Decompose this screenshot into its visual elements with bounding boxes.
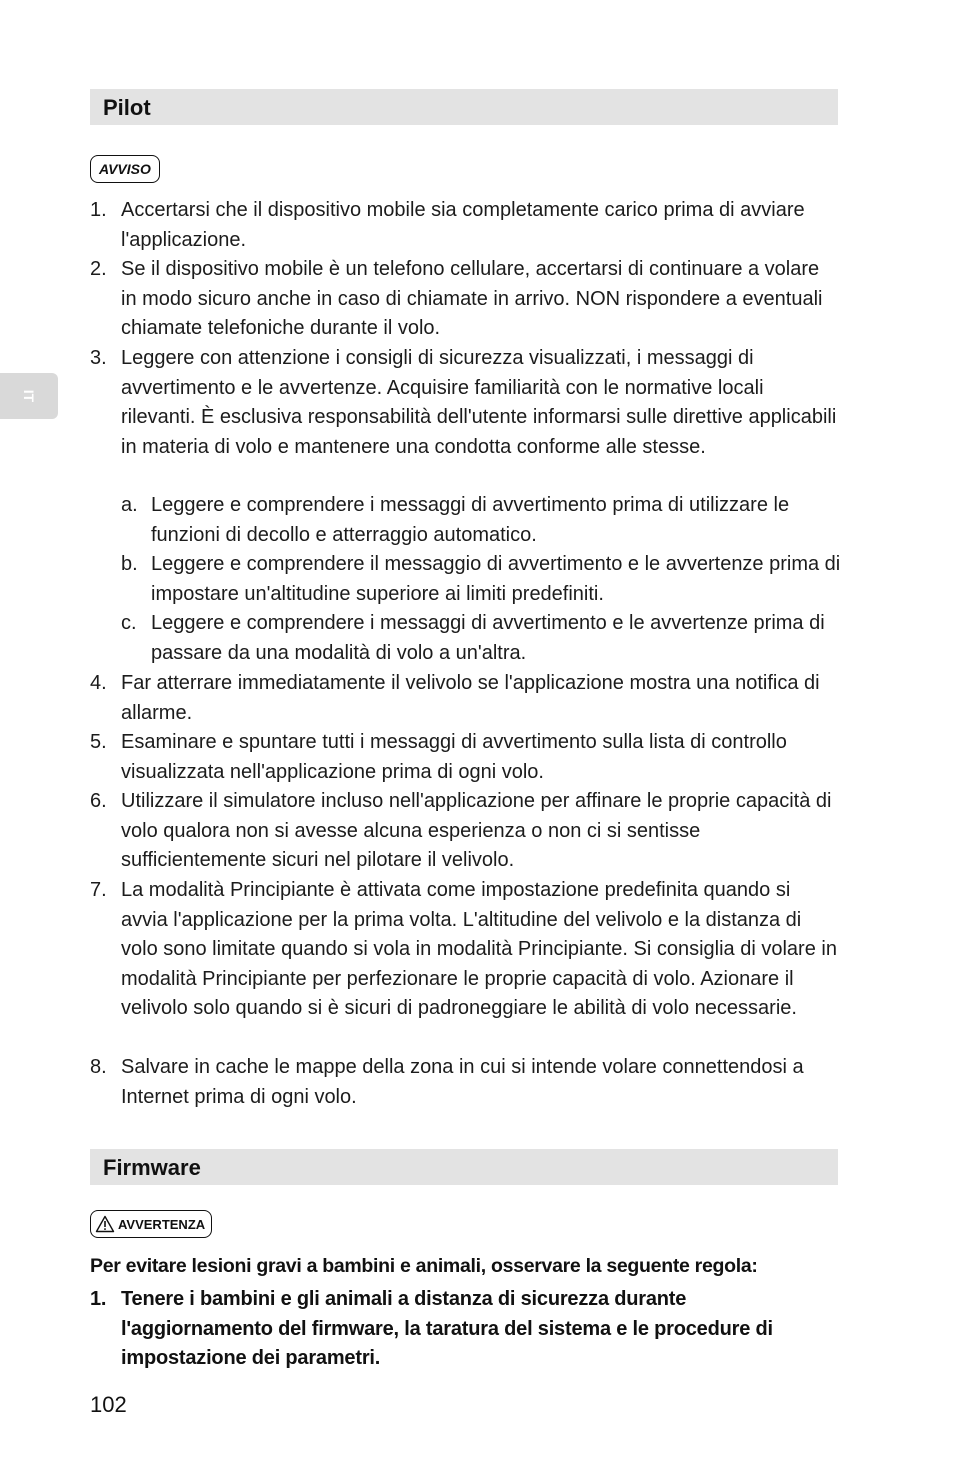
list-item-number: 4. [90, 672, 107, 694]
section-title: Firmware [103, 1155, 201, 1180]
list-item-number: 5. [90, 731, 107, 753]
list-item-text: Salvare in cache le mappe della zona in cui si intende volare connettendosi a Internet prima di ogni volo. [121, 1056, 804, 1108]
list-item-number: 1. [90, 1288, 107, 1310]
sub-list-item-letter: c. [121, 612, 137, 634]
list-item-text: Esaminare e spuntare tutti i messaggi di avvertimento sulla lista di controllo visualizzata nell'applicazione prima di ogni volo. [121, 731, 787, 783]
list-item-text: Accertarsi che il dispositivo mobile sia completamente carico prima di avviare l'applicazione. [121, 199, 805, 251]
list-item-text: La modalità Principiante è attivata come impostazione predefinita quando si avvia l'applicazione per la prima volta. L'altitudine del velivolo e la distanza di volo sono limitate quando si vola in modalità Principiante. Si consiglia di volare in modalità Principiante per perfezionare le proprie capacità di volo. Azionare il velivolo solo quando si è sicuri di padroneggiare le abilità di volo necessarie. [121, 879, 837, 1019]
list-item-number: 6. [90, 790, 107, 812]
sub-list-item-text: Leggere e comprendere i messaggi di avvertimento prima di utilizzare le funzioni di decollo e atterraggio automatico. [151, 494, 790, 546]
list-item-number: 3. [90, 347, 107, 369]
list-item-text: Utilizzare il simulatore incluso nell'applicazione per affinare le proprie capacità di volo qualora non si avesse alcuna esperienza o non ci si sentisse sufficientemente sicuri nel pilotare il velivolo. [121, 790, 832, 871]
firmware-intro: Per evitare lesioni gravi a bambini e animali, osservare la seguente regola: [90, 1255, 758, 1277]
warning-badge-label: AVVERTENZA [118, 1216, 206, 1232]
language-tab-label: IT [21, 389, 37, 403]
section-title: Pilot [103, 95, 151, 120]
list-item-text: Leggere con attenzione i consigli di sicurezza visualizzati, i messaggi di avvertimento e le avvertenze. Acquisire familiarità con le normative locali rilevanti. È esclusiva responsabilità dell'utente informarsi sulle direttive applicabili in materia di volo e mantenere una condotta conforme alle stesse. [121, 347, 837, 458]
warning-badge [90, 1210, 212, 1238]
language-tab [0, 373, 58, 419]
section-header-firmware [90, 1149, 838, 1185]
list-item-number: 2. [90, 258, 107, 280]
sub-list-item-letter: a. [121, 494, 138, 516]
list-item-text: Se il dispositivo mobile è un telefono cellulare, accertarsi di continuare a volare in modo sicuro anche in caso di chiamate in arrivo. NON rispondere a eventuali chiamate telefoniche durante il volo. [121, 258, 823, 339]
list-item-text: Far atterrare immediatamente il velivolo se l'applicazione mostra una notifica di allarme. [121, 672, 820, 724]
notice-badge-label: AVVISO [99, 161, 151, 177]
sub-list-item-letter: b. [121, 553, 138, 575]
warning-triangle-icon [95, 1215, 115, 1233]
notice-badge [90, 155, 160, 183]
page-number: 102 [90, 1392, 127, 1417]
list-item-number: 8. [90, 1056, 107, 1078]
list-item-number: 7. [90, 879, 107, 901]
sub-list-item-text: Leggere e comprendere i messaggi di avvertimento e le avvertenze prima di passare da una modalità di volo a un'altra. [151, 612, 825, 664]
sub-list-item-text: Leggere e comprendere il messaggio di avvertimento e le avvertenze prima di impostare un'altitudine superiore ai limiti predefiniti. [151, 553, 841, 605]
list-item-number: 1. [90, 199, 107, 221]
list-item-text: Tenere i bambini e gli animali a distanza di sicurezza durante l'aggiornamento del firmware, la taratura del sistema e le procedure di impostazione dei parametri. [121, 1288, 773, 1369]
section-header-pilot [90, 89, 838, 125]
